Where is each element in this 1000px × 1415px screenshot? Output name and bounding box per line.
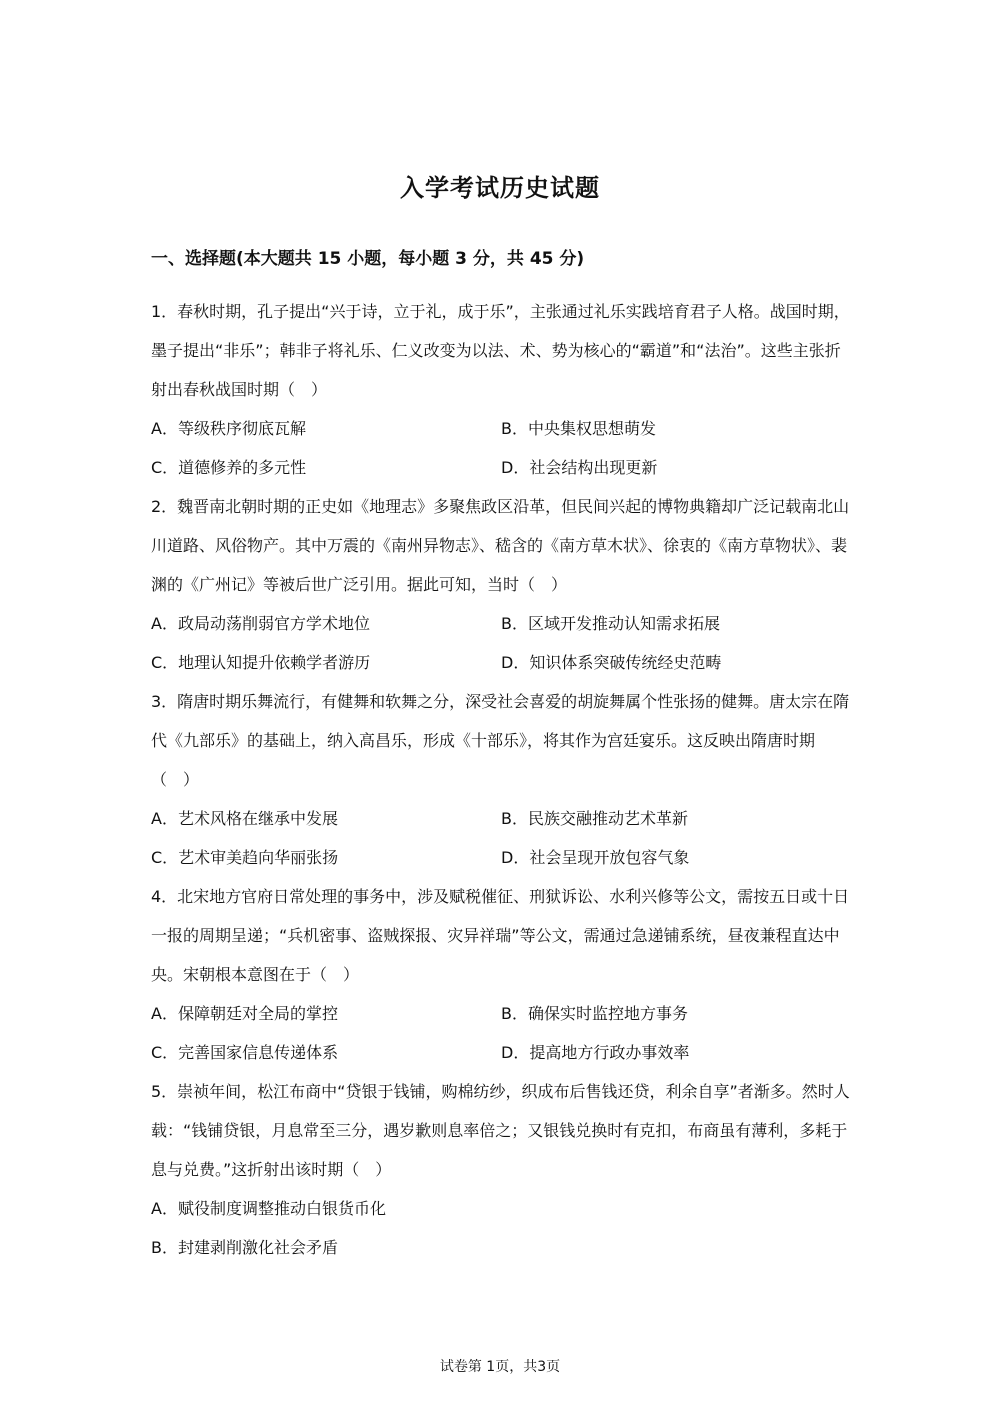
page-title: 入学考试历史试题 bbox=[400, 174, 600, 202]
option-c: C．艺术审美趋向华丽张扬 bbox=[151, 848, 339, 867]
option-group bbox=[151, 799, 851, 877]
option-d: D．社会结构出现更新 bbox=[501, 458, 658, 477]
question-item bbox=[151, 487, 851, 682]
option-a: A．等级秩序彻底瓦解 bbox=[151, 419, 306, 438]
option-a: A．艺术风格在继承中发展 bbox=[151, 809, 338, 828]
question-stem: 3．隋唐时期乐舞流行，有健舞和软舞之分，深受社会喜爱的胡旋舞属个性张扬的健舞。唐太宗在隋代《九部乐》的基础上，纳入高昌乐，形成《十部乐》，将其作为宫廷宴乐。这反映出隋唐时期（ ） bbox=[151, 692, 850, 789]
question-item bbox=[151, 1072, 851, 1267]
option-b: B．确保实时监控地方事务 bbox=[501, 1004, 688, 1023]
option-c: C．地理认知提升依赖学者游历 bbox=[151, 653, 371, 672]
option-a: A．赋役制度调整推动白银货币化 bbox=[151, 1199, 386, 1218]
section-heading: 一、选择题(本大题共 15 小题，每小题 3 分，共 45 分) bbox=[151, 249, 585, 269]
option-group bbox=[151, 604, 851, 682]
page-footer: 试卷第 1页，共3页 bbox=[439, 1359, 561, 1375]
question-item bbox=[151, 682, 851, 877]
option-b: B．中央集权思想萌发 bbox=[501, 419, 656, 438]
option-a: A．政局动荡削弱官方学术地位 bbox=[151, 614, 370, 633]
question-list bbox=[151, 292, 851, 1267]
option-d: D．知识体系突破传统经史范畴 bbox=[501, 653, 722, 672]
question-stem: 5．崇祯年间，松江布商中“贷银于钱铺，购棉纺纱，织成布后售钱还贷，利余自享”者渐多。然时人载：“钱铺贷银，月息常至三分，遇岁歉则息率倍之；又银钱兑换时有克扣，布商虽有薄利，多耗于息与兑费。”这折射出该时期（ ） bbox=[151, 1082, 850, 1179]
option-c: C．道德修养的多元性 bbox=[151, 458, 307, 477]
option-group bbox=[151, 409, 851, 487]
question-item bbox=[151, 877, 851, 1072]
option-d: D．提高地方行政办事效率 bbox=[501, 1043, 690, 1062]
option-b: B．区域开发推动认知需求拓展 bbox=[501, 614, 720, 633]
option-a: A．保障朝廷对全局的掌控 bbox=[151, 1004, 338, 1023]
option-b: B．民族交融推动艺术革新 bbox=[501, 809, 688, 828]
option-group bbox=[151, 1189, 851, 1267]
question-stem: 1．春秋时期，孔子提出“兴于诗，立于礼，成于乐”，主张通过礼乐实践培育君子人格。战国时期，墨子提出“非乐”；韩非子将礼乐、仁义改变为以法、术、势为核心的“霸道”和“法治”。这些主张折射出春秋战国时期（ ） bbox=[151, 302, 850, 399]
option-b: B．封建剥削激化社会矛盾 bbox=[151, 1238, 338, 1257]
question-stem: 2．魏晋南北朝时期的正史如《地理志》多聚焦政区沿革，但民间兴起的博物典籍却广泛记载南北山川道路、风俗物产。其中万震的《南州异物志》、嵇含的《南方草木状》、徐衷的《南方草物状》、裴渊的《广州记》等被后世广泛引用。据此可知，当时（ ） bbox=[151, 497, 850, 594]
question-item bbox=[151, 292, 851, 487]
option-d: D．社会呈现开放包容气象 bbox=[501, 848, 690, 867]
option-group bbox=[151, 994, 851, 1072]
question-stem: 4．北宋地方官府日常处理的事务中，涉及赋税催征、刑狱诉讼、水利兴修等公文，需按五日或十日一报的周期呈递；“兵机密事、盗贼探报、灾异祥瑞”等公文，需通过急递铺系统，昼夜兼程直达中央。宋朝根本意图在于（ ） bbox=[151, 887, 850, 984]
option-c: C．完善国家信息传递体系 bbox=[151, 1043, 339, 1062]
